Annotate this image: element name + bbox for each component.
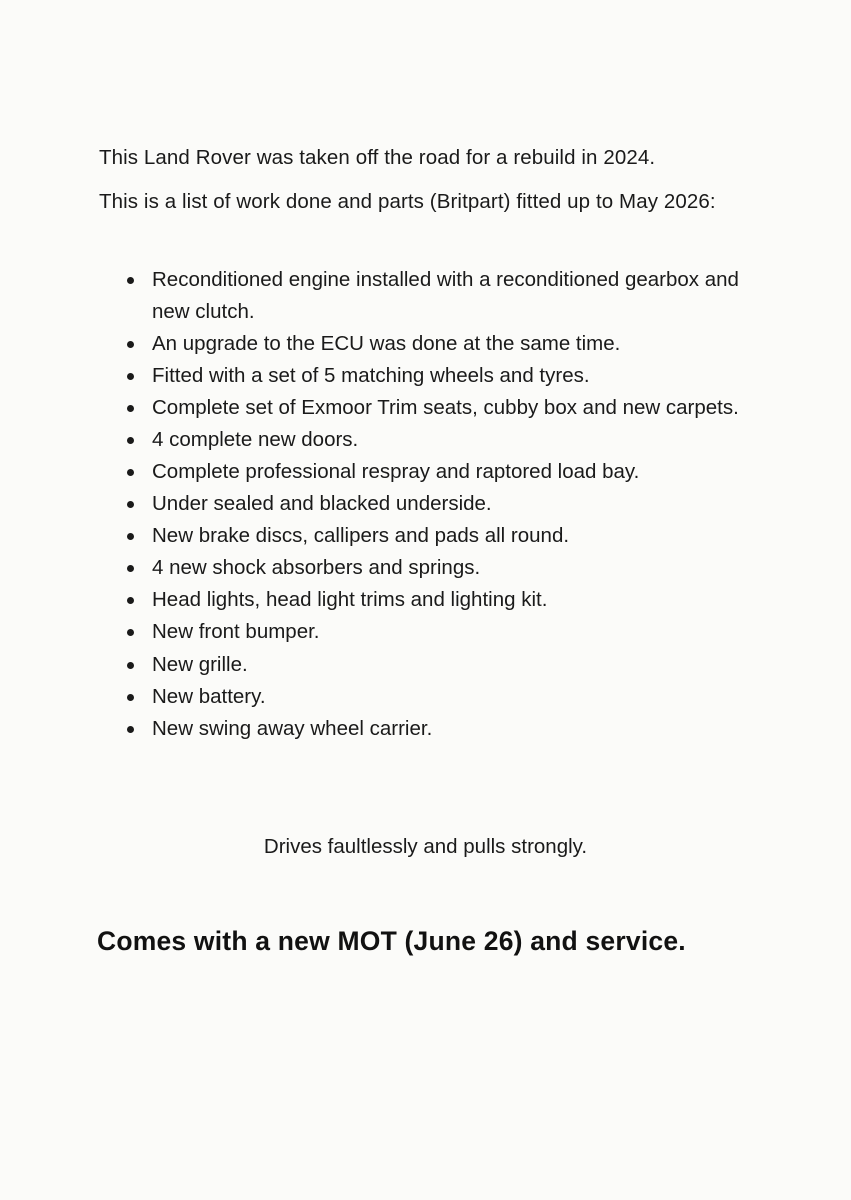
- bullet-icon: [127, 501, 134, 508]
- list-item-text: New swing away wheel carrier.: [152, 716, 433, 740]
- bullet-icon: [127, 597, 134, 604]
- bullet-icon: [127, 277, 134, 284]
- bullet-icon: [127, 469, 134, 476]
- list-item: [99, 552, 739, 584]
- closing-statement: Drives faultlessly and pulls strongly.: [263, 835, 588, 858]
- list-item-text: Under sealed and blacked underside.: [152, 492, 492, 516]
- bullet-icon: [127, 726, 134, 733]
- list-item-text: Fitted with a set of 5 matching wheels and tyres.: [152, 363, 590, 387]
- list-item: [99, 649, 739, 681]
- list-item: [99, 424, 739, 456]
- list-item: [99, 264, 739, 327]
- list-item-text: 4 new shock absorbers and springs.: [152, 556, 481, 580]
- list-item: [99, 616, 739, 648]
- list-item: [99, 713, 739, 745]
- bullet-icon: [127, 373, 134, 380]
- list-intro-paragraph: This is a list of work done and parts (Britpart) fitted up to May 2026:: [99, 190, 716, 213]
- list-item: [99, 520, 739, 552]
- list-item: [99, 456, 739, 488]
- list-item-text: New battery.: [152, 684, 266, 708]
- bullet-icon: [127, 694, 134, 701]
- list-item: [99, 681, 739, 713]
- list-item-text: New front bumper.: [152, 620, 320, 644]
- bullet-icon: [127, 662, 134, 669]
- bullet-icon: [127, 405, 134, 412]
- list-item-text: Complete set of Exmoor Trim seats, cubby box and new carpets.: [152, 395, 739, 419]
- list-item: [99, 488, 739, 520]
- list-item-text: Head lights, head light trims and lighting kit.: [152, 588, 548, 612]
- list-item-text: New brake discs, callipers and pads all round.: [152, 524, 570, 548]
- list-item-text: 4 complete new doors.: [152, 427, 359, 451]
- mot-notice-heading: Comes with a new MOT (June 26) and service.: [97, 926, 686, 956]
- list-item-text: New grille.: [152, 652, 248, 676]
- list-item: [99, 584, 739, 616]
- list-item: [99, 360, 739, 392]
- list-item: [99, 392, 739, 424]
- work-done-list: [99, 264, 739, 745]
- list-item-text: Complete professional respray and raptored load bay.: [152, 459, 640, 483]
- bullet-icon: [127, 437, 134, 444]
- bullet-icon: [127, 629, 134, 636]
- bullet-icon: [127, 341, 134, 348]
- list-item: [99, 328, 739, 360]
- list-item-text: Reconditioned engine installed with a reconditioned gearbox and new clutch.: [152, 268, 739, 323]
- intro-paragraph: This Land Rover was taken off the road for a rebuild in 2024.: [99, 146, 656, 169]
- bullet-icon: [127, 533, 134, 540]
- bullet-icon: [127, 565, 134, 572]
- list-item-text: An upgrade to the ECU was done at the same time.: [152, 331, 621, 355]
